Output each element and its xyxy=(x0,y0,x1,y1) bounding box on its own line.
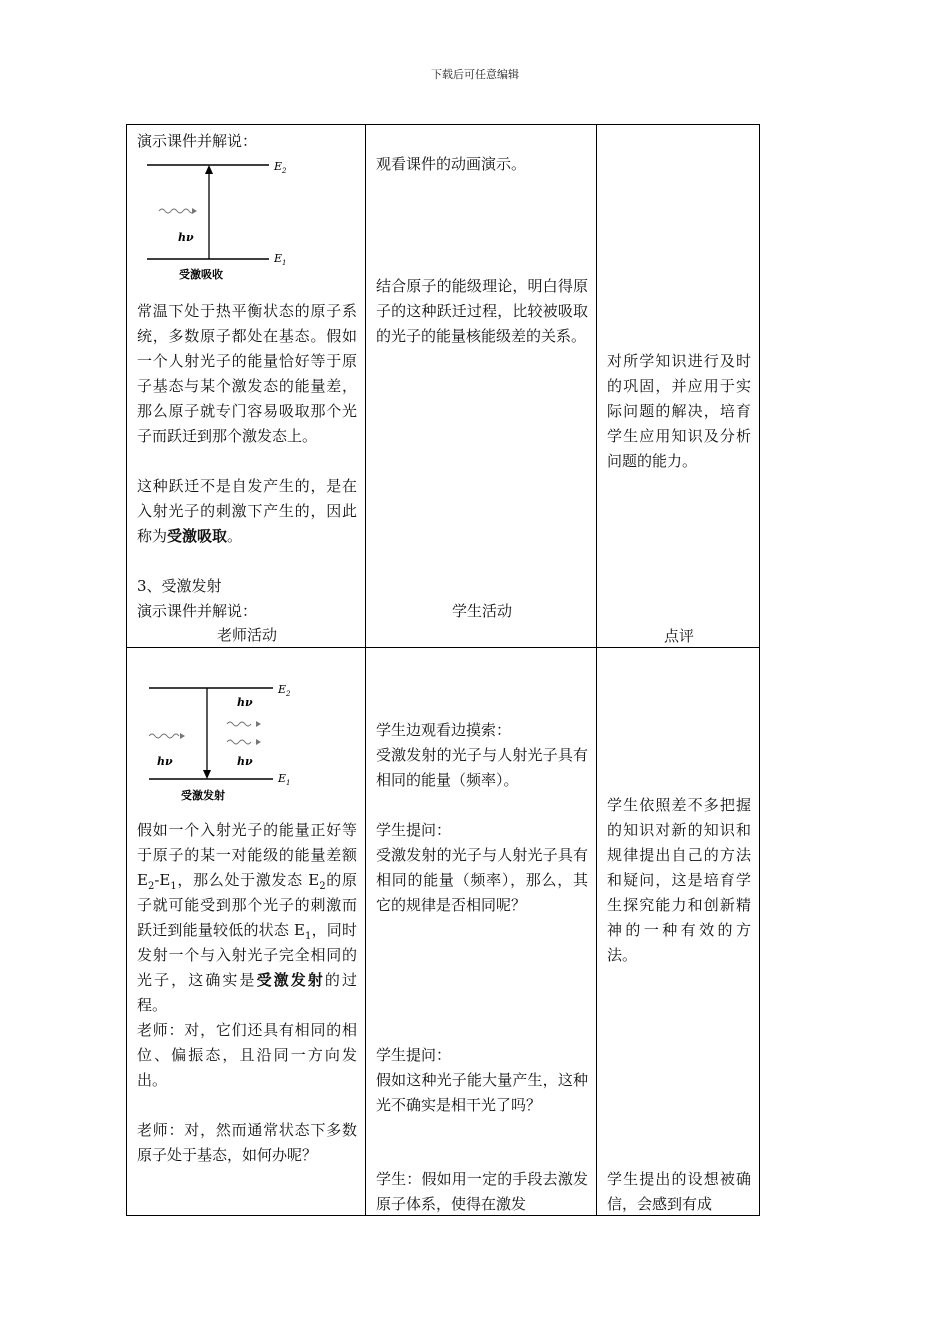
student-question: 受激发射的光子与人射光子具有相同的能量（频率），那么，其它的规律是否相同呢？ xyxy=(376,846,588,914)
col-header-student: 学生活动 xyxy=(451,602,512,620)
lesson-table-row2 xyxy=(126,647,760,1216)
col-header-teacher: 老师活动 xyxy=(216,626,277,644)
absorption-definition: 这种跃迁不是自发产生的，是在入射光子的刺激下产生的，因此称为受激吸取。 xyxy=(137,477,357,545)
student-question-label: 学生提问： xyxy=(376,1046,452,1064)
page-header: 下载后可任意编辑 xyxy=(431,68,519,81)
intro-text-2: 演示课件并解说： xyxy=(137,602,258,620)
student-cell xyxy=(366,648,597,1216)
teacher-cell xyxy=(127,648,366,1216)
intro-text: 演示课件并解说： xyxy=(137,132,258,150)
student-text: 受激发射的光子与人射光子具有相同的能量（频率）。 xyxy=(376,746,588,789)
incident-photon-wave xyxy=(159,209,195,213)
comment-text: 对所学知识进行及时的巩固，并应用于实际问题的解决，培育学生应用知识及分析问题的能力。 xyxy=(607,352,751,470)
incident-photon-wave xyxy=(149,734,179,738)
level-e1-label: $E_1$ xyxy=(274,252,287,267)
section-heading: 3、受激发射 xyxy=(137,577,222,595)
student-question: 假如这种光子能大量产生，这种光不确实是相干光了吗？ xyxy=(376,1071,588,1114)
comment-cell xyxy=(597,648,760,1216)
student-answer: 学生：假如用一定的手段去激发原子体系，使得在激发 xyxy=(376,1170,588,1213)
comment-text: 学生依照差不多把握的知识对新的知识和规律提出自己的方法和疑问，这是培育学生探究能力和创新精神的一种有效的方法。 xyxy=(607,796,751,964)
comment-text: 学生提出的设想被确信，会感到有成 xyxy=(607,1170,751,1213)
emission-explanation: 假如一个入射光子的能量正好等于原子的某一对能级的能量差额 $E_2-E_1$，那么处于激发态 $E_2$的原子就可能受到那个光子的刺激而跃迁到能量较低的状态 $E_1$，同时发射一个与入射光子完全相同的光子，这确实是受激发射的过程。 xyxy=(137,821,357,1014)
comment-cell xyxy=(597,125,760,648)
level-e2-label: $E_2$ xyxy=(278,683,291,698)
level-e2-label: $E_2$ xyxy=(274,160,287,175)
absorption-caption: 受激吸收 xyxy=(179,268,223,281)
teacher-remark: 老师：对，然而通常状态下多数原子处于基态，如何办呢？ xyxy=(137,1121,357,1164)
student-question-label: 学生提问： xyxy=(376,821,452,839)
emitted-photon-wave xyxy=(227,722,251,726)
emitted-photon-wave xyxy=(227,740,251,744)
student-text: 观看课件的动画演示。 xyxy=(376,155,527,173)
student-text: 结合原子的能级理论，明白得原子的这种跃迁过程，比较被吸取的光子的能量核能级差的关系。 xyxy=(376,277,588,345)
student-cell xyxy=(366,125,597,648)
level-e1-label: $E_1$ xyxy=(278,772,291,787)
col-header-comment: 点评 xyxy=(663,627,694,645)
emission-diagram xyxy=(139,676,309,810)
photon-energy-label: hν xyxy=(237,696,253,709)
photon-energy-label: hν xyxy=(237,755,253,768)
emission-caption: 受激发射 xyxy=(181,789,225,802)
absorption-diagram xyxy=(139,153,299,283)
absorption-explanation: 常温下处于热平衡状态的原子系统，多数原子都处在基态。假如一个人射光子的能量恰好等于原子基态与某个激发态的能量差，那么原子就专门容易吸取那个光子而跃迁到那个激发态上。 xyxy=(137,302,357,445)
photon-energy-label: hν xyxy=(178,231,194,244)
teacher-cell xyxy=(127,125,366,648)
student-text: 学生边观看边摸索： xyxy=(376,721,512,739)
lesson-table-row1 xyxy=(126,124,760,648)
teacher-remark: 老师：对，它们还具有相同的相位、偏振态，且沿同一方向发出。 xyxy=(137,1021,357,1089)
photon-energy-label: hν xyxy=(157,755,173,768)
